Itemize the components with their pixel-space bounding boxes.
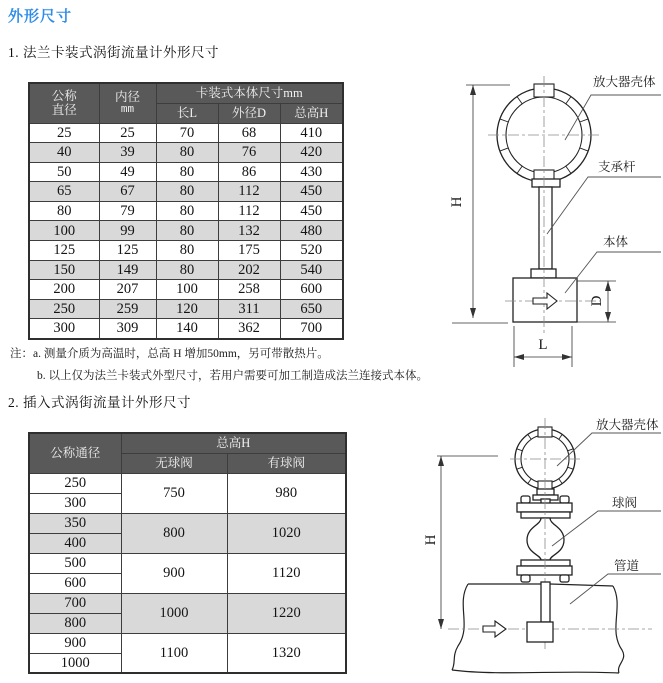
table1-header-total-height: 总高H xyxy=(280,103,343,123)
table1-cell: 125 xyxy=(99,241,156,261)
table1-cell: 175 xyxy=(218,241,280,261)
table1-cell: 132 xyxy=(218,221,280,241)
dimension-L-label: L xyxy=(538,337,548,353)
table1-body xyxy=(29,123,343,339)
table2-with-valve-cell: 1220 xyxy=(227,593,346,633)
table2-with-valve-cell: 1320 xyxy=(227,633,346,673)
table1-cell: 79 xyxy=(99,201,156,221)
insertion-flowmeter-diagram xyxy=(418,405,663,683)
dimension-D-label: D xyxy=(589,295,605,307)
table1-cell: 80 xyxy=(156,221,218,241)
table2-with-valve-cell: 980 xyxy=(227,473,346,513)
table1-cell: 80 xyxy=(156,201,218,221)
table1-header-inner-diameter xyxy=(99,83,156,123)
table2-row xyxy=(29,473,346,493)
note-b: b. 以上仅为法兰卡装式外型尺寸，若用户需要可加工制造成法兰连接式本体。 xyxy=(37,370,428,382)
table2-header-no-ball-valve: 无球阀 xyxy=(121,453,227,473)
dimension-L xyxy=(514,326,572,367)
table2-row xyxy=(29,513,346,533)
pipe-leader-line xyxy=(570,574,661,604)
table1-cell: 309 xyxy=(99,319,156,339)
table1-cell: 80 xyxy=(156,260,218,280)
body-label: 本体 xyxy=(603,235,629,249)
table1-row xyxy=(29,260,343,280)
pipe-label: 管道 xyxy=(614,559,640,573)
table1-cell: 200 xyxy=(29,280,99,300)
table1-cell: 520 xyxy=(280,241,343,261)
table1-cell: 50 xyxy=(29,162,99,182)
table1-cell: 700 xyxy=(280,319,343,339)
table2-size-cell: 900 xyxy=(29,633,121,653)
table1-cell: 410 xyxy=(280,123,343,143)
table2-size-cell: 800 xyxy=(29,613,121,633)
table1-cell: 68 xyxy=(218,123,280,143)
table1-cell: 450 xyxy=(280,182,343,202)
table1-cell: 150 xyxy=(29,260,99,280)
table1-cell: 80 xyxy=(156,162,218,182)
table1-row xyxy=(29,299,343,319)
table1-header-body-size-group: 卡装式本体尺寸mm xyxy=(156,83,343,103)
amplifier-housing-label: 放大器壳体 xyxy=(596,418,659,432)
page-title: 外形尺寸 xyxy=(8,8,73,25)
table1-cell: 86 xyxy=(218,162,280,182)
table1-row xyxy=(29,182,343,202)
table2-header-nominal-diameter: 公称通径 xyxy=(29,433,121,473)
lower-flange-drawing xyxy=(517,560,572,582)
table1-row xyxy=(29,162,343,182)
table1-cell: 39 xyxy=(99,143,156,163)
table1-cell: 250 xyxy=(29,299,99,319)
sensor-block-drawing xyxy=(527,622,553,642)
table1-cell: 70 xyxy=(156,123,218,143)
table2-size-cell: 600 xyxy=(29,573,121,593)
probe-stem-drawing xyxy=(541,582,550,622)
note-a: 注：a. 测量介质为高温时，总高 H 增加50mm，另可带散热片。 xyxy=(10,348,329,360)
table1-cell: 311 xyxy=(218,299,280,319)
table1-cell: 120 xyxy=(156,299,218,319)
table1-row xyxy=(29,241,343,261)
table1-header-inner-line1: 内径 xyxy=(114,90,140,105)
table1-header-length: 长L xyxy=(156,103,218,123)
amplifier-housing-label: 放大器壳体 xyxy=(593,75,656,89)
table2-with-valve-cell: 1120 xyxy=(227,553,346,593)
table2-body xyxy=(29,473,346,673)
dimension-H-label: H xyxy=(423,534,439,546)
table2-size-cell: 700 xyxy=(29,593,121,613)
table2-header-with-ball-valve: 有球阀 xyxy=(227,453,346,473)
table1-cell: 49 xyxy=(99,162,156,182)
table1-header-inner-line2: mm xyxy=(120,104,135,117)
table1-cell: 450 xyxy=(280,201,343,221)
table2-size-cell: 350 xyxy=(29,513,121,533)
flow-direction-arrow-icon xyxy=(483,621,506,637)
table1-cell: 362 xyxy=(218,319,280,339)
table2-size-cell: 250 xyxy=(29,473,121,493)
table1-cell: 25 xyxy=(29,123,99,143)
table2-row xyxy=(29,553,346,573)
support-rod-leader-line xyxy=(547,177,661,234)
table1-cell: 99 xyxy=(99,221,156,241)
dimension-D xyxy=(577,281,616,322)
table1-cell: 540 xyxy=(280,260,343,280)
support-rod-drawing xyxy=(531,179,560,278)
section2-heading: 2. 插入式涡街流量计外形尺寸 xyxy=(8,395,191,410)
table1-cell: 65 xyxy=(29,182,99,202)
table1-cell: 207 xyxy=(99,280,156,300)
dimension-H-label: H xyxy=(449,196,465,208)
table1-cell: 25 xyxy=(99,123,156,143)
table1-cell: 80 xyxy=(156,182,218,202)
table1-header-nominal-diameter xyxy=(29,83,99,123)
table1-cell: 80 xyxy=(29,201,99,221)
table2-with-valve-cell: 1020 xyxy=(227,513,346,553)
table1-cell: 149 xyxy=(99,260,156,280)
insertion-type-dimension-table xyxy=(28,432,347,674)
dimension-H xyxy=(423,456,498,629)
table2-size-cell: 400 xyxy=(29,533,121,553)
body-leader-line xyxy=(565,252,661,293)
table1-row xyxy=(29,280,343,300)
table1-cell: 67 xyxy=(99,182,156,202)
table2-size-cell: 500 xyxy=(29,553,121,573)
table1-cell: 259 xyxy=(99,299,156,319)
table2-header-total-height-group: 总高H xyxy=(121,433,346,453)
table1-cell: 125 xyxy=(29,241,99,261)
table1-cell: 258 xyxy=(218,280,280,300)
table1-cell: 112 xyxy=(218,182,280,202)
table1-header-outer-diameter: 外径D xyxy=(218,103,280,123)
table2-no-valve-cell: 900 xyxy=(121,553,227,593)
table1-row xyxy=(29,319,343,339)
table1-cell: 202 xyxy=(218,260,280,280)
table1-row xyxy=(29,123,343,143)
table2-no-valve-cell: 750 xyxy=(121,473,227,513)
table1-header-nominal-line2: 直径 xyxy=(51,103,77,118)
table2-no-valve-cell: 800 xyxy=(121,513,227,553)
table1-cell: 140 xyxy=(156,319,218,339)
table1-cell: 430 xyxy=(280,162,343,182)
table1-row xyxy=(29,201,343,221)
table1-cell: 100 xyxy=(29,221,99,241)
table1-row xyxy=(29,143,343,163)
table1-cell: 600 xyxy=(280,280,343,300)
table1-cell: 300 xyxy=(29,319,99,339)
table1-cell: 420 xyxy=(280,143,343,163)
table1-cell: 80 xyxy=(156,143,218,163)
table2-no-valve-cell: 1100 xyxy=(121,633,227,673)
table1-cell: 80 xyxy=(156,241,218,261)
table1-header-nominal-line1: 公称 xyxy=(51,89,77,104)
table2-size-cell: 300 xyxy=(29,493,121,513)
flange-clamp-flowmeter-diagram xyxy=(418,55,663,385)
table2-row xyxy=(29,633,346,653)
ball-valve-drawing xyxy=(527,518,564,560)
table2-size-cell: 1000 xyxy=(29,653,121,673)
section1-heading: 1. 法兰卡装式涡街流量计外形尺寸 xyxy=(8,45,219,60)
flange-clamp-dimension-table xyxy=(28,82,344,340)
table1-cell: 650 xyxy=(280,299,343,319)
table1-cell: 40 xyxy=(29,143,99,163)
table1-cell: 112 xyxy=(218,201,280,221)
table1-cell: 100 xyxy=(156,280,218,300)
table2-no-valve-cell: 1000 xyxy=(121,593,227,633)
table2-row xyxy=(29,593,346,613)
ball-valve-label: 球阀 xyxy=(612,496,638,510)
table1-cell: 76 xyxy=(218,143,280,163)
support-rod-label: 支承杆 xyxy=(598,160,636,174)
table1-cell: 480 xyxy=(280,221,343,241)
table1-row xyxy=(29,221,343,241)
